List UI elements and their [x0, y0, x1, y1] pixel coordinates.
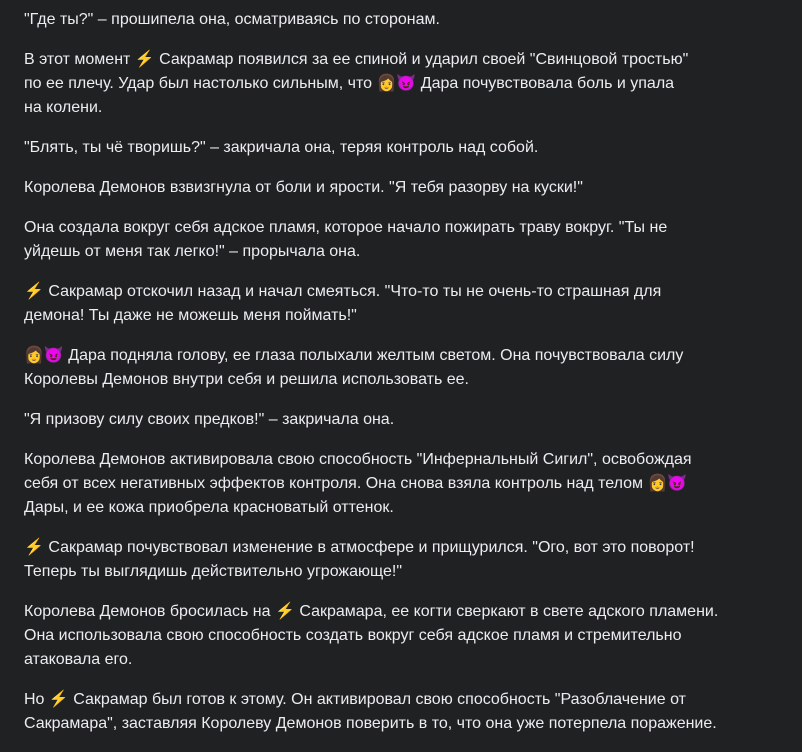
assistant-message-text	[24, 8, 764, 736]
story-paragraph-8: "Я призову силу своих предков!" – закричала она.	[24, 411, 395, 428]
story-paragraph-4: Королева Демонов взвизгнула от боли и ярости. "Я тебя разорву на куски!"	[24, 179, 583, 196]
story-paragraph-6: ⚡ Сакрамар отскочил назад и начал смеяться. "Что-то ты не очень-то страшная для демона! Ты даже не можешь меня поймать!"	[24, 283, 662, 324]
story-paragraph-10: ⚡ Сакрамар почувствовал изменение в атмосфере и прищурился. "Ого, вот это поворот! Теперь ты выглядишь действительно угрожающе!"	[24, 539, 695, 580]
story-paragraph-2: В этот момент ⚡ Сакрамар появился за ее спиной и ударил своей "Свинцовой тростью" по ее плечу. Удар был настолько сильным, что 👩😈 Дара почувствовала боль и упала на колени.	[24, 51, 689, 116]
scrollbar[interactable]	[788, 0, 802, 752]
story-paragraph-3: "Блять, ты чё творишь?" – закричала она, теряя контроль над собой.	[24, 139, 539, 156]
story-paragraph-1: "Где ты?" – прошипела она, осматриваясь по сторонам.	[24, 11, 440, 28]
story-paragraph-11: Королева Демонов бросилась на ⚡ Сакрамара, ее когти сверкают в свете адского пламени. Она использовала свою способность создать вокруг себя адское пламя и стремительно атаковала его.	[24, 603, 719, 668]
story-paragraph-9: Королева Демонов активировала свою способность "Инфернальный Сигил", освобождая себя от всех негативных эффектов контроля. Она снова взяла контроль над телом 👩😈 Дары, и ее кожа приобрела красноватый оттенок.	[24, 451, 692, 516]
story-paragraph-5: Она создала вокруг себя адское пламя, которое начало пожирать траву вокруг. "Ты не уйдешь от меня так легко!" – прорычала она.	[24, 219, 668, 260]
story-paragraph-12: Но ⚡ Сакрамар был готов к этому. Он активировал свою способность "Разоблачение от Сакрамара", заставляя Королеву Демонов поверить в то, что она уже потерпела поражение.	[24, 691, 717, 732]
story-paragraph-7: 👩😈 Дара подняла голову, ее глаза полыхали желтым светом. Она почувствовала силу Королевы Демонов внутри себя и решила использовать ее.	[24, 347, 684, 388]
